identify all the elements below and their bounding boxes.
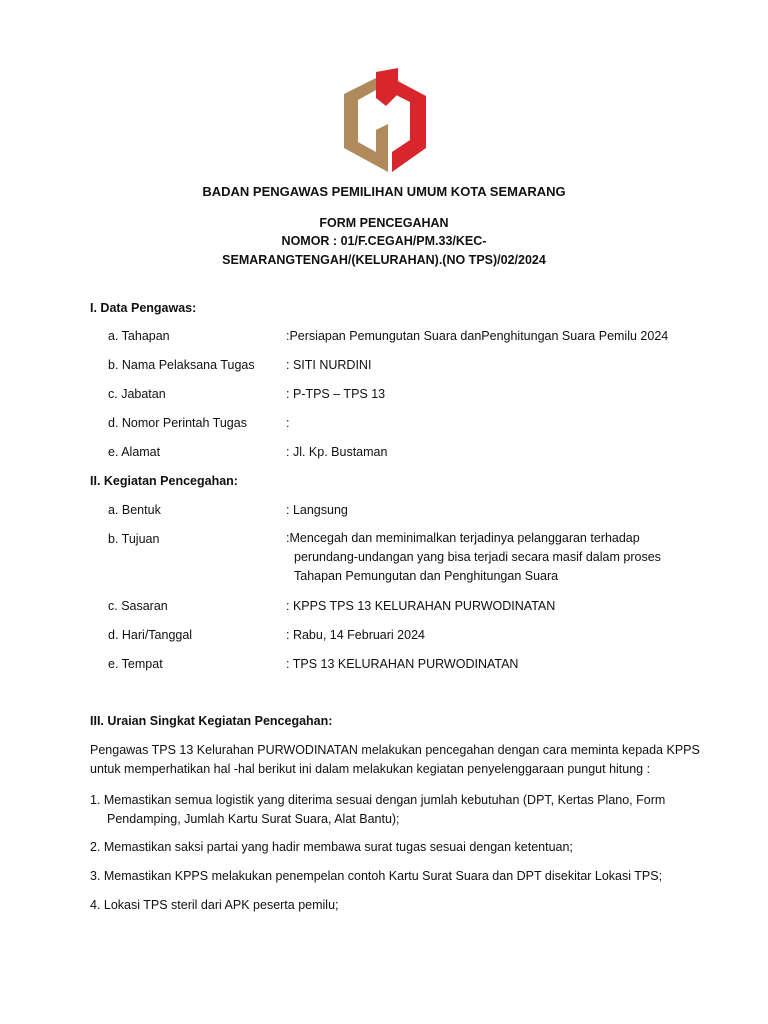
field-row-tahapan bbox=[108, 329, 688, 347]
field-label: c. Jabatan bbox=[108, 387, 166, 401]
intro-line: untuk memperhatikan hal -hal berikut ini dalam melakukan kegiatan penyelenggaraan pungut hitung : bbox=[90, 762, 651, 776]
section1-heading: I. Data Pengawas: bbox=[90, 301, 197, 315]
intro-paragraph bbox=[90, 743, 700, 781]
field-value: : Langsung bbox=[286, 503, 348, 517]
section2-heading: II. Kegiatan Pencegahan: bbox=[90, 474, 238, 488]
tujuan-line: :Mencegah dan meminimalkan terjadinya pelanggaran terhadap bbox=[286, 531, 640, 545]
field-row-nomor-perintah bbox=[108, 416, 688, 434]
field-row-tempat bbox=[108, 657, 688, 675]
field-label: c. Sasaran bbox=[108, 599, 168, 613]
field-label: e. Alamat bbox=[108, 445, 161, 459]
field-value: : KPPS TPS 13 KELURAHAN PURWODINATAN bbox=[286, 599, 556, 613]
field-label: e. Tempat bbox=[108, 657, 163, 671]
list-item bbox=[90, 840, 690, 859]
list-item-line: 3. Memastikan KPPS melakukan penempelan contoh Kartu Surat Suara dan DPT disekitar Lokasi TPS; bbox=[90, 869, 663, 883]
field-value: : Rabu, 14 Februari 2024 bbox=[286, 628, 425, 642]
field-label: a. Bentuk bbox=[108, 503, 161, 517]
bawaslu-logo bbox=[336, 68, 432, 174]
field-value: : SITI NURDINI bbox=[286, 358, 372, 372]
field-label: a. Tahapan bbox=[108, 329, 170, 343]
institution-title: BADAN PENGAWAS PEMILIHAN UMUM KOTA SEMARANG bbox=[202, 184, 566, 199]
tujuan-value bbox=[286, 531, 678, 588]
field-value: :Persiapan Pemungutan Suara danPenghitungan Suara Pemilu 2024 bbox=[286, 329, 669, 343]
field-value: : Jl. Kp. Bustaman bbox=[286, 445, 388, 459]
intro-line: Pengawas TPS 13 Kelurahan PURWODINATAN melakukan pencegahan dengan cara meminta kepada KPPS bbox=[90, 743, 700, 757]
list-item-line: Pendamping, Jumlah Kartu Surat Suara, Alat Bantu); bbox=[107, 812, 400, 826]
list-item bbox=[90, 898, 690, 917]
field-row-jabatan bbox=[108, 387, 688, 405]
field-label: b. Tujuan bbox=[108, 532, 160, 546]
tujuan-line: perundang-undangan yang bisa terjadi secara masif dalam proses bbox=[294, 550, 661, 564]
tujuan-line: Tahapan Pemungutan dan Penghitungan Suara bbox=[294, 569, 559, 583]
field-label: d. Hari/Tanggal bbox=[108, 628, 193, 642]
form-title: FORM PENCEGAHAN bbox=[319, 216, 449, 230]
field-row-hari-tanggal bbox=[108, 628, 688, 646]
list-item-line: 2. Memastikan saksi partai yang hadir membawa surat tugas sesuai dengan ketentuan; bbox=[90, 840, 573, 854]
field-row-bentuk bbox=[108, 503, 688, 521]
field-value: : P-TPS – TPS 13 bbox=[286, 387, 386, 401]
field-row-alamat bbox=[108, 445, 688, 463]
field-row-nama bbox=[108, 358, 688, 376]
field-row-sasaran bbox=[108, 599, 688, 617]
form-number-line1: NOMOR : 01/F.CEGAH/PM.33/KEC- bbox=[281, 234, 487, 248]
form-number-line2: SEMARANGTENGAH/(KELURAHAN).(NO TPS)/02/2024 bbox=[222, 253, 546, 267]
list-item-line: 1. Memastikan semua logistik yang diterima sesuai dengan jumlah kebutuhan (DPT, Kertas Plano, Form bbox=[90, 793, 666, 807]
list-item bbox=[90, 793, 690, 831]
field-value: : bbox=[286, 416, 290, 430]
field-label: b. Nama Pelaksana Tugas bbox=[108, 358, 255, 372]
field-value: : TPS 13 KELURAHAN PURWODINATAN bbox=[286, 657, 519, 671]
list-item-line: 4. Lokasi TPS steril dari APK peserta pemilu; bbox=[90, 898, 339, 912]
field-label: d. Nomor Perintah Tugas bbox=[108, 416, 247, 430]
section3-heading: III. Uraian Singkat Kegiatan Pencegahan: bbox=[90, 714, 333, 728]
list-item bbox=[90, 869, 690, 888]
logo-ballot-shape bbox=[376, 68, 398, 106]
